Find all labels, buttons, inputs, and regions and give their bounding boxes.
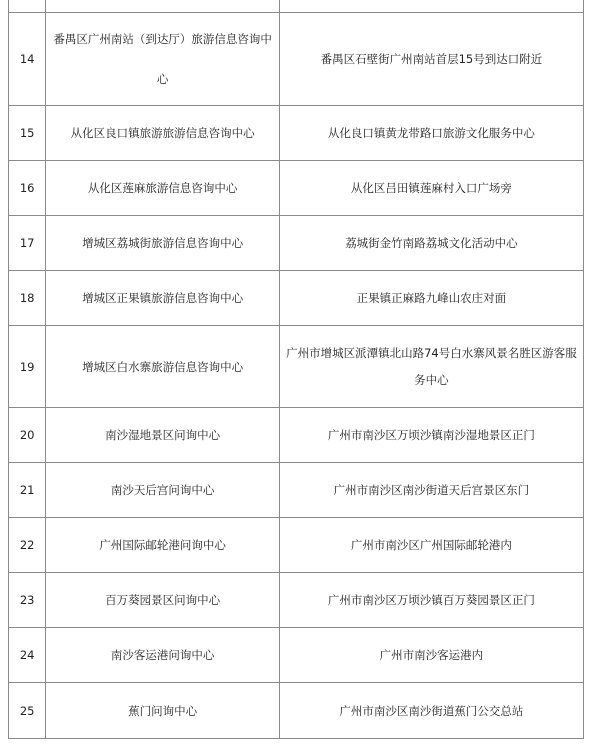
- address-cell: 荔城街金竹南路荔城文化活动中心: [279, 216, 583, 271]
- row-number-cell: 18: [9, 271, 46, 326]
- row-number-cell: 16: [9, 161, 46, 216]
- table-row: [9, 0, 584, 13]
- address-cell: 广州市南沙区南沙街道蕉门公交总站: [279, 683, 583, 739]
- table-row: [9, 573, 584, 628]
- address-cell: 广州市南沙区南沙街道天后宫景区东门: [279, 463, 583, 518]
- center-name-cell: 百万葵园景区问询中心: [46, 573, 279, 628]
- address-cell: 从化区吕田镇莲麻村入口广场旁: [279, 161, 583, 216]
- table-row: [9, 13, 584, 106]
- row-number-cell: 20: [9, 408, 46, 463]
- center-name-cell: 广州国际邮轮港问询中心: [46, 518, 279, 573]
- address-cell: 广州市增城区派潭镇北山路74号白水寨风景名胜区游客服务中心: [279, 326, 583, 408]
- center-name-cell: 增城区正果镇旅游信息咨询中心: [46, 271, 279, 326]
- center-name-cell: 南沙天后宫问询中心: [46, 463, 279, 518]
- center-name-cell: 南沙客运港问询中心: [46, 628, 279, 683]
- row-number-cell: 17: [9, 216, 46, 271]
- row-number-cell: 21: [9, 463, 46, 518]
- address-cell: [279, 0, 583, 13]
- row-number-cell: 23: [9, 573, 46, 628]
- address-cell: 广州市南沙区广州国际邮轮港内: [279, 518, 583, 573]
- address-cell: 广州市南沙客运港内: [279, 628, 583, 683]
- row-number-cell: 22: [9, 518, 46, 573]
- row-number-cell: 14: [9, 13, 46, 106]
- table-row: [9, 683, 584, 739]
- info-centers-table: [8, 0, 584, 739]
- address-cell: 番禺区石壁街广州南站首层15号到达口附近: [279, 13, 583, 106]
- table-row: [9, 106, 584, 161]
- address-cell: 从化良口镇黄龙带路口旅游文化服务中心: [279, 106, 583, 161]
- address-cell: 广州市南沙区万顷沙镇百万葵园景区正门: [279, 573, 583, 628]
- center-name-cell: 从化区良口镇旅游旅游信息咨询中心: [46, 106, 279, 161]
- table-row: [9, 408, 584, 463]
- center-name-cell: 番禺区广州南站（到达厅）旅游信息咨询中心: [46, 13, 279, 106]
- table-row: [9, 271, 584, 326]
- center-name-cell: [46, 0, 279, 13]
- row-number-cell: 19: [9, 326, 46, 408]
- center-name-cell: 增城区荔城街旅游信息咨询中心: [46, 216, 279, 271]
- row-number-cell: 25: [9, 683, 46, 739]
- center-name-cell: 南沙湿地景区问询中心: [46, 408, 279, 463]
- table-row: [9, 161, 584, 216]
- table-row: [9, 216, 584, 271]
- table-row: [9, 463, 584, 518]
- table-row: [9, 628, 584, 683]
- row-number-cell: [9, 0, 46, 13]
- address-cell: 广州市南沙区万顷沙镇南沙湿地景区正门: [279, 408, 583, 463]
- row-number-cell: 15: [9, 106, 46, 161]
- row-number-cell: 24: [9, 628, 46, 683]
- center-name-cell: 增城区白水寨旅游信息咨询中心: [46, 326, 279, 408]
- address-cell: 正果镇正麻路九峰山农庄对面: [279, 271, 583, 326]
- center-name-cell: 从化区莲麻旅游信息咨询中心: [46, 161, 279, 216]
- center-name-cell: 蕉门问询中心: [46, 683, 279, 739]
- table-row: [9, 326, 584, 408]
- table-row: [9, 518, 584, 573]
